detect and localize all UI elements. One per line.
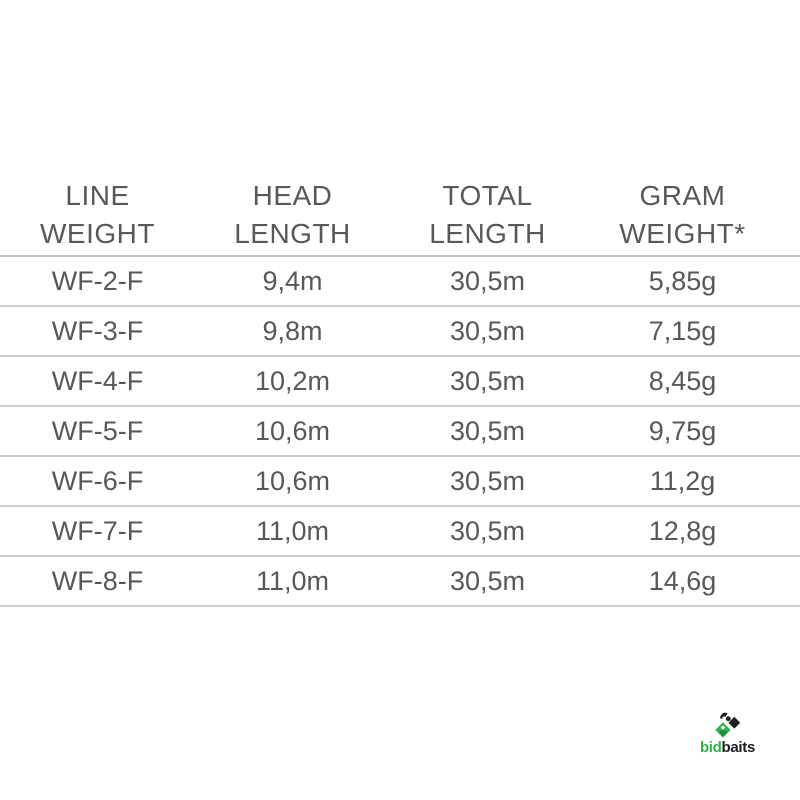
- header-gram-weight-line1: GRAM: [639, 180, 726, 211]
- table-row-wf-8-f: [0, 557, 800, 607]
- cell-line-weight: WF-5-F: [51, 415, 144, 446]
- cell-head-length: 10,2m: [254, 365, 331, 396]
- cell-head-length: 11,0m: [255, 515, 330, 546]
- table-row-wf-4-f: [0, 357, 800, 407]
- cell-head-length: 11,0m: [255, 565, 330, 596]
- cell-line-weight: WF-3-F: [51, 315, 144, 346]
- cell-gram-weight: 8,45g: [648, 365, 717, 396]
- bidbaits-logo: [680, 710, 775, 755]
- cell-line-weight: WF-4-F: [51, 365, 144, 396]
- cell-total-length: 30,5m: [449, 565, 526, 596]
- cell-line-weight: WF-2-F: [51, 265, 144, 296]
- table-row-wf-5-f: [0, 407, 800, 457]
- cell-total-length: 30,5m: [449, 415, 526, 446]
- logo-text-baits: baits: [721, 739, 756, 756]
- cell-total-length: 30,5m: [449, 365, 526, 396]
- cell-gram-weight: 14,6g: [648, 565, 717, 596]
- cell-gram-weight: 5,85g: [648, 265, 717, 296]
- cell-head-length: 9,8m: [262, 315, 323, 346]
- header-total-length-line1: TOTAL: [442, 180, 533, 211]
- cell-gram-weight: 9,75g: [648, 415, 717, 446]
- header-gram-weight-line2: WEIGHT*: [619, 218, 746, 249]
- table-row-wf-7-f: [0, 507, 800, 557]
- table-header-row: [0, 177, 800, 257]
- cell-head-length: 10,6m: [254, 465, 331, 496]
- cell-total-length: 30,5m: [449, 515, 526, 546]
- logo-text-bid: bid: [699, 739, 722, 756]
- header-gram-weight: [585, 177, 780, 253]
- cell-head-length: 9,4m: [262, 265, 323, 296]
- header-head-length-line2: LENGTH: [234, 218, 351, 249]
- cell-gram-weight: 12,8g: [648, 515, 717, 546]
- cell-total-length: 30,5m: [449, 315, 526, 346]
- cell-total-length: 30,5m: [449, 465, 526, 496]
- table-row-wf-2-f: [0, 257, 800, 307]
- header-head-length: [195, 177, 390, 253]
- bidbaits-diamond-icon: [713, 710, 742, 739]
- header-line-weight: [0, 177, 195, 253]
- cell-gram-weight: 7,15g: [648, 315, 717, 346]
- header-total-length: [390, 177, 585, 253]
- line-spec-table: [0, 177, 800, 607]
- header-line-weight-line2: WEIGHT: [40, 218, 155, 249]
- header-total-length-line2: LENGTH: [429, 218, 546, 249]
- cell-line-weight: WF-6-F: [51, 465, 144, 496]
- cell-total-length: 30,5m: [449, 265, 526, 296]
- bidbaits-logo-text: [680, 740, 775, 755]
- cell-line-weight: WF-8-F: [51, 565, 144, 596]
- header-line-weight-line1: LINE: [65, 180, 130, 211]
- header-head-length-line1: HEAD: [252, 180, 333, 211]
- table-row-wf-3-f: [0, 307, 800, 357]
- cell-head-length: 10,6m: [254, 415, 331, 446]
- cell-line-weight: WF-7-F: [51, 515, 144, 546]
- table-row-wf-6-f: [0, 457, 800, 507]
- cell-gram-weight: 11,2g: [649, 465, 716, 496]
